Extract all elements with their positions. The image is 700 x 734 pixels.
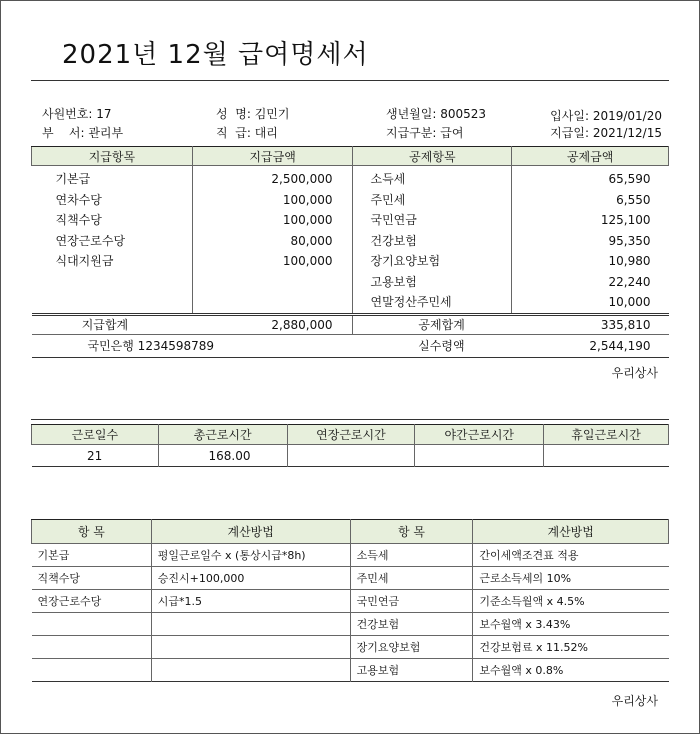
pay-amount: 100,000 <box>282 213 333 227</box>
employee-birth: 생년월일: 800523 <box>386 107 487 121</box>
pay-date: 지급일: 2021/12/15 <box>550 126 662 140</box>
pay-item: 기본급 <box>55 172 91 186</box>
header-work-days: 근로일수 <box>32 425 159 445</box>
divider <box>31 80 669 81</box>
deduct-item: 고용보험 <box>370 274 417 289</box>
calc-method: 기준소득월액 x 4.5% <box>479 595 585 608</box>
pay-amount: 80,000 <box>290 233 333 248</box>
table-row <box>32 636 669 659</box>
deduct-item: 장기요양보험 <box>370 254 441 268</box>
header-pay-amount: 지급금액 <box>192 147 353 166</box>
net-pay-label: 실수령액 <box>418 339 465 353</box>
pay-item: 식대지원금 <box>55 254 114 268</box>
employee-name: 성 명: 김민기 <box>216 107 290 121</box>
header-total-hours: 총근로시간 <box>158 425 287 445</box>
employee-rank: 직 급: 대리 <box>216 126 278 140</box>
company-name: 우리상사 <box>611 694 658 708</box>
deduct-item: 소득세 <box>370 172 406 186</box>
bank-account: 국민은행 1234598789 <box>87 339 215 353</box>
deduct-amount: 10,980 <box>608 254 651 268</box>
net-pay: 2,544,190 <box>589 338 651 353</box>
calc-item: 소득세 <box>350 544 473 567</box>
deduct-total: 335,810 <box>600 317 651 332</box>
calc-method <box>151 659 350 682</box>
overtime-hours <box>287 445 415 467</box>
calc-item <box>32 659 152 682</box>
header-method: 계산방법 <box>473 520 669 544</box>
calc-method: 간이세액조견표 적용 <box>479 549 579 562</box>
calc-method: 근로소득세의 10% <box>479 572 572 585</box>
deduct-amount: 22,240 <box>608 274 651 289</box>
deduct-amount: 125,100 <box>600 213 651 227</box>
table-row <box>32 544 669 567</box>
deduct-item: 주민세 <box>370 192 406 207</box>
header-overtime-hours: 연장근로시간 <box>287 425 415 445</box>
calc-item <box>32 636 152 659</box>
hours-table <box>31 424 669 467</box>
table-row <box>32 613 669 636</box>
calc-item: 장기요양보험 <box>350 636 473 659</box>
calc-method <box>151 636 350 659</box>
calc-item: 고용보험 <box>350 659 473 682</box>
employee-id: 사원번호: 17 <box>42 107 112 121</box>
pay-total-label: 지급합계 <box>81 318 129 332</box>
deduct-item: 건강보험 <box>370 233 417 248</box>
calc-item: 건강보험 <box>350 613 473 636</box>
work-days: 21 <box>32 445 159 467</box>
deduct-amount: 95,350 <box>608 233 651 248</box>
header-method: 계산방법 <box>151 520 350 544</box>
company-name: 우리상사 <box>611 366 658 380</box>
calc-method: 보수월액 x 0.8% <box>479 664 564 677</box>
calc-method: 승진시+100,000 <box>151 567 350 590</box>
calc-method: 평일근로일수 x (통상시급*8h) <box>151 544 350 567</box>
table-row <box>32 567 669 590</box>
calc-item: 국민연금 <box>350 590 473 613</box>
deduct-amount: 6,550 <box>616 192 651 207</box>
table-row <box>32 659 669 682</box>
pay-amount: 100,000 <box>282 254 333 268</box>
divider <box>31 419 669 420</box>
pay-type: 지급구분: 급여 <box>386 126 464 140</box>
header-deduct-amount: 공제금액 <box>512 147 669 166</box>
calc-item: 주민세 <box>350 567 473 590</box>
deduct-item: 연말정산주민세 <box>370 295 452 309</box>
hire-date: 입사일: 2019/01/20 <box>550 109 662 123</box>
pay-item: 연차수당 <box>55 192 102 207</box>
table-row <box>32 590 669 613</box>
page-title: 2021년 12월 급여명세서 <box>62 40 369 70</box>
calc-item: 연장근로수당 <box>32 590 152 613</box>
header-deduct-item: 공제항목 <box>353 147 512 166</box>
calc-item: 직책수당 <box>32 567 152 590</box>
night-hours <box>415 445 544 467</box>
calc-item: 기본급 <box>32 544 152 567</box>
total-hours: 168.00 <box>158 445 287 467</box>
pay-table <box>31 146 669 358</box>
calc-table <box>31 519 669 682</box>
header-item: 항 목 <box>350 520 473 544</box>
header-night-hours: 야간근로시간 <box>415 425 544 445</box>
header-holiday-hours: 휴일근로시간 <box>544 425 669 445</box>
calc-method: 시급*1.5 <box>151 590 350 613</box>
pay-amount: 2,500,000 <box>271 172 333 186</box>
header-item: 항 목 <box>32 520 152 544</box>
calc-method <box>151 613 350 636</box>
holiday-hours <box>544 445 669 467</box>
pay-item: 연장근로수당 <box>55 233 126 248</box>
deduct-amount: 10,000 <box>608 295 651 309</box>
pay-item: 직책수당 <box>55 213 102 227</box>
calc-item <box>32 613 152 636</box>
calc-method: 건강보험료 x 11.52% <box>479 641 588 654</box>
employee-dept: 부 서: 관리부 <box>42 126 124 140</box>
pay-amount: 100,000 <box>282 192 333 207</box>
deduct-item: 국민연금 <box>370 213 417 227</box>
calc-method: 보수월액 x 3.43% <box>479 618 571 631</box>
deduct-amount: 65,590 <box>608 172 651 186</box>
pay-total: 2,880,000 <box>192 314 353 334</box>
deduct-total-label: 공제합계 <box>418 318 465 332</box>
header-pay-item: 지급항목 <box>32 147 193 166</box>
